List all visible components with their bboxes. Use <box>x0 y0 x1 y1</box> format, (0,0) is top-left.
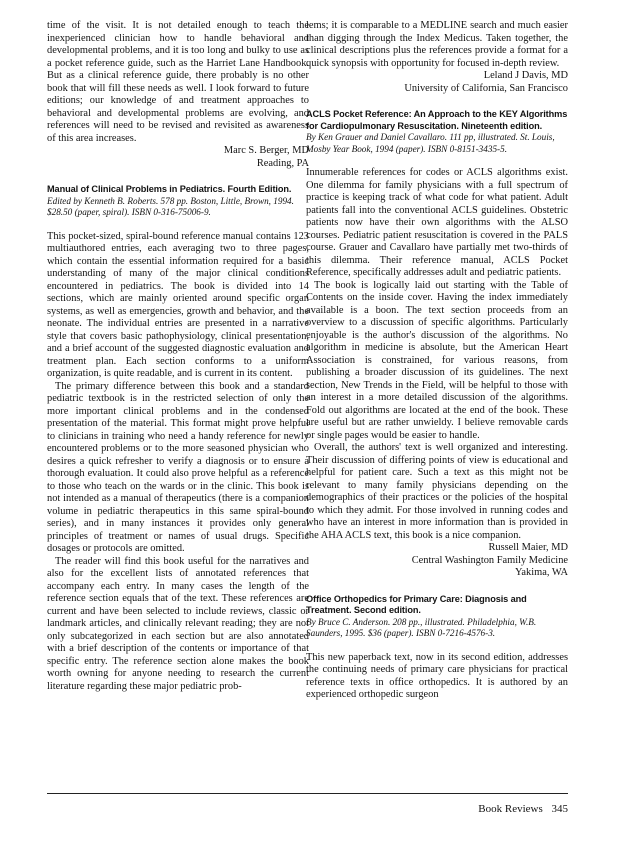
body-paragraph: The primary difference between this book and a standard pediatric textbook is in the restricted selection of only the more important clinical problems and in the condensed presentation of the material. This format might prove helpful to clinicians in training who need a handy reference for newly encountered problems or to the more seasoned physician who desires a quick refresher to verify a diagnosis or to ensure a thorough evaluation. It could also prove helpful as a reference to those who teach on the wards or in the clinic. This book is not intended as a manual of therapeutics (there is a companion volume in pediatric therapeutics in this same spiral-bound series), and in many instances it provides only general principles of treatment or names of usual drugs. Specific dosages or protocols are omitted. <box>47 380 309 554</box>
body-paragraph: time of the visit. It is not detailed enough to teach the inexperienced clinician how to handle behavioral and developmental problems, and it is too long and bulky to use as a pocket reference guide, such as the Harriet Lane Handbook. But as a clinical reference guide, there probably is no other book that will fill these needs as well. I look forward to future editions; our knowledge of and treatment approaches to behavioral and developmental problems are evolving, and references will need to be revised and revisited as awareness of this area increases. <box>47 20 309 144</box>
body-paragraph: This new paperback text, now in its second edition, addresses the continuing needs of primary care physicians for practical reference texts in office orthopedics. It is authored by an experienced orthopedic surgeon <box>306 651 568 700</box>
body-paragraph: The book is logically laid out starting with the Table of Contents on the inside cover. Having the index immediately available is a boon. The text section proceeds from an overview to a discussion of specific algorithms. Particularly enjoyable is the author's discussion of the algorithms. No algorithm in medicine is absolute, but the American Heart Association is constrained, for various reasons, from publishing a broader discussion of its guidelines. The next section, New Trends in the Field, will be helpful to those with an interest in a more detailed discussion of the algorithms. Fold out algorithms are located at the end of the book. These are useful but are rather unwieldy. I believe removable cards or single pages would be easier to handle. <box>306 279 568 441</box>
body-paragraph: Innumerable references for codes or ACLS algorithms exist. One dilemma for family physicians with a full spectrum of practice is keeping track of what code for what patient. Adult patients fall into the conventional ACLS guidelines. Obstetric patients now have their own algorithms with the ALSO courses. Pediatric patient resuscitation is covered in the PALS course. Grauer and Cavallaro have partially met two-thirds of this dilemma. Their reference manual, ACLS Pocket Reference, specifically addresses adult and pediatric patients. <box>306 167 568 278</box>
footer-rule <box>47 793 568 794</box>
body-paragraph: Overall, the authors' text is well organized and interesting. Their discussion of differing points of view is educational and helpful for patient care. Such a text as this might not be relevant to many family physicians depending on the demographics of their practices or the policies of the hospital to which they admit. For those involved in running codes and who have an interest in more information than is provided in the AHA ACLS text, this book is a nice companion. <box>306 442 568 541</box>
reviewer-name: Leland J Davis, MD <box>483 70 568 81</box>
book-title: Office Orthopedics for Primary Care: Diagnosis and Treatment. Second edition. <box>306 593 527 615</box>
reviewer-location: Reading, PA <box>256 157 309 169</box>
book-title: ACLS Pocket Reference: An Approach to the KEY Algorithms for Cardiopulmonary Resuscitation. Nineteenth edition. <box>306 109 568 131</box>
left-column <box>47 20 309 693</box>
reviewer-location: Yakima, WA <box>514 567 568 578</box>
reviewer-organization: Central Washington Family Medicine <box>411 554 568 566</box>
body-paragraph: The reader will find this book useful for the narratives and also for the excellent lists of annotated references that accompany each entry. In many cases the length of the reference section equals that of the text. These references are current and have been selected to include reviews, classic or landmark articles, and clinically relevant reading; they are not only subcategorized in each section but are also annotated with a brief description of the contents or importance of that specific entry. The reference section alone makes the book worth owning for anyone needing to research the current literature regarding these major pediatric prob- <box>47 555 309 692</box>
right-column <box>306 20 568 702</box>
reviewer-name: Marc S. Berger, MD <box>223 145 309 156</box>
book-citation: Edited by Kenneth B. Roberts. 578 pp. Boston, Little, Brown, 1994. $28.50 (paper, spiral). ISBN 0-316-75006-9. <box>47 195 294 217</box>
body-paragraph: lems; it is comparable to a MEDLINE search and much easier than digging through the Index Medicus. Taken together, the clinical descriptions plus the references provide a format for a quick synopsis with opportunity for focused in-depth review. <box>306 20 568 69</box>
book-citation: By Bruce C. Anderson. 208 pp., illustrated. Philadelphia, W.B. Saunders, 1995. $36 (paper). ISBN 0-7216-4576-3. <box>306 616 537 638</box>
book-title: Manual of Clinical Problems in Pediatrics. Fourth Edition. <box>47 184 292 194</box>
body-paragraph: This pocket-sized, spiral-bound reference manual contains 123 multiauthored entries, each averaging two to three pages, which contain the essential information required for a basic understanding of many of the major clinical conditions encountered in pediatrics. The book is divided into 14 sections, which are mainly oriented around specific organ systems, as well as emergencies, growth and behavior, and the neonate. The individual entries are presented in a narrative style that covers basic pathophysiology, clinical presentation, and a brief account of the suggested diagnostic evaluation and treatment plan. Each section conforms to a uniform organization, is quite readable, and is current in its content. <box>47 230 309 379</box>
book-citation: By Ken Grauer and Daniel Cavallaro. 111 pp, illustrated. St. Louis, Mosby Year Book, 1994 (paper). ISBN 0-8151-3435-5. <box>306 132 555 154</box>
section-name: Book Reviews <box>478 803 543 815</box>
reviewer-location: University of California, San Francisco <box>404 82 568 94</box>
page-number: 345 <box>551 803 568 815</box>
reviewer-name: Russell Maier, MD <box>488 542 568 553</box>
running-footer <box>472 803 568 815</box>
